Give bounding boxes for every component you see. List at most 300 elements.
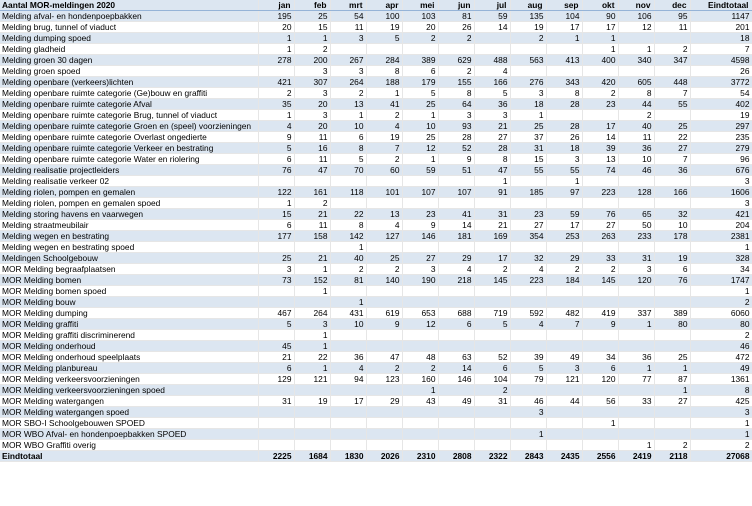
table-cell[interactable]: 47 (474, 165, 510, 176)
table-cell[interactable]: 4 (474, 66, 510, 77)
table-cell[interactable]: 488 (474, 55, 510, 66)
table-cell[interactable]: 31 (474, 396, 510, 407)
grand-total-cell[interactable]: 2435 (546, 451, 582, 462)
table-cell[interactable]: 419 (582, 308, 618, 319)
table-cell[interactable]: 3 (330, 33, 366, 44)
table-cell[interactable]: 2 (258, 88, 294, 99)
table-cell[interactable]: 23 (582, 99, 618, 110)
table-cell[interactable] (294, 176, 330, 187)
table-cell[interactable]: 11 (294, 220, 330, 231)
table-cell[interactable]: 264 (330, 77, 366, 88)
table-cell[interactable] (330, 286, 366, 297)
table-cell[interactable] (258, 440, 294, 451)
table-cell[interactable] (510, 176, 546, 187)
table-cell[interactable] (330, 407, 366, 418)
table-cell[interactable] (546, 297, 582, 308)
table-cell[interactable]: 93 (438, 121, 474, 132)
table-cell[interactable]: 2 (294, 198, 330, 209)
row-total-cell[interactable]: 2 (690, 297, 752, 308)
row-label[interactable]: Melding wegen en bestrating (0, 231, 258, 242)
table-cell[interactable] (546, 341, 582, 352)
table-cell[interactable]: 1 (330, 242, 366, 253)
table-cell[interactable] (654, 198, 690, 209)
table-cell[interactable]: 29 (438, 253, 474, 264)
table-cell[interactable]: 90 (582, 11, 618, 22)
table-cell[interactable]: 2 (438, 33, 474, 44)
grand-total-cell[interactable]: 2118 (654, 451, 690, 462)
table-cell[interactable] (366, 341, 402, 352)
table-cell[interactable]: 166 (474, 77, 510, 88)
row-total-cell[interactable]: 26 (690, 66, 752, 77)
table-cell[interactable]: 70 (330, 165, 366, 176)
table-cell[interactable]: 184 (546, 275, 582, 286)
table-cell[interactable]: 3 (510, 88, 546, 99)
table-cell[interactable] (582, 440, 618, 451)
table-cell[interactable] (402, 407, 438, 418)
table-cell[interactable]: 19 (294, 396, 330, 407)
table-cell[interactable] (654, 110, 690, 121)
row-total-cell[interactable]: 1361 (690, 374, 752, 385)
table-cell[interactable]: 104 (474, 374, 510, 385)
table-cell[interactable] (510, 297, 546, 308)
table-cell[interactable]: 56 (582, 396, 618, 407)
table-cell[interactable]: 1 (294, 286, 330, 297)
table-cell[interactable]: 1 (402, 110, 438, 121)
table-cell[interactable]: 46 (510, 396, 546, 407)
table-cell[interactable]: 25 (402, 132, 438, 143)
table-cell[interactable] (582, 242, 618, 253)
table-cell[interactable]: 25 (654, 352, 690, 363)
table-cell[interactable] (438, 407, 474, 418)
row-total-cell[interactable]: 80 (690, 319, 752, 330)
table-cell[interactable] (294, 297, 330, 308)
table-cell[interactable] (438, 286, 474, 297)
column-header-total[interactable]: Eindtotaal (690, 0, 752, 11)
table-cell[interactable] (546, 66, 582, 77)
table-cell[interactable]: 2 (510, 33, 546, 44)
table-cell[interactable]: 3 (294, 319, 330, 330)
table-cell[interactable]: 81 (438, 11, 474, 22)
table-cell[interactable]: 1 (618, 440, 654, 451)
row-total-cell[interactable]: 3 (690, 176, 752, 187)
table-cell[interactable]: 9 (402, 220, 438, 231)
row-total-cell[interactable]: 3 (690, 407, 752, 418)
table-cell[interactable]: 8 (474, 154, 510, 165)
table-cell[interactable] (366, 242, 402, 253)
table-cell[interactable]: 41 (438, 209, 474, 220)
table-cell[interactable]: 5 (366, 33, 402, 44)
table-cell[interactable]: 13 (582, 154, 618, 165)
table-cell[interactable]: 1 (258, 33, 294, 44)
table-cell[interactable]: 20 (402, 22, 438, 33)
table-cell[interactable]: 46 (618, 165, 654, 176)
table-cell[interactable]: 10 (330, 319, 366, 330)
column-header-month[interactable]: jul (474, 0, 510, 11)
row-label[interactable]: Melding dumping spoed (0, 33, 258, 44)
table-cell[interactable]: 688 (438, 308, 474, 319)
table-cell[interactable] (258, 176, 294, 187)
table-cell[interactable]: 7 (546, 319, 582, 330)
table-cell[interactable] (582, 297, 618, 308)
table-cell[interactable] (402, 440, 438, 451)
table-cell[interactable]: 27 (582, 220, 618, 231)
table-cell[interactable]: 15 (510, 154, 546, 165)
column-header-month[interactable]: feb (294, 0, 330, 11)
table-cell[interactable]: 33 (582, 253, 618, 264)
row-label[interactable]: Melding openbare ruimte categorie (Ge)bouw en graffiti (0, 88, 258, 99)
row-total-cell[interactable]: 8 (690, 385, 752, 396)
table-cell[interactable]: 25 (294, 11, 330, 22)
table-cell[interactable] (618, 418, 654, 429)
table-cell[interactable]: 31 (618, 253, 654, 264)
table-cell[interactable]: 1 (546, 176, 582, 187)
table-cell[interactable]: 65 (618, 209, 654, 220)
row-label[interactable]: Melding openbare ruimte categorie Water en riolering (0, 154, 258, 165)
table-cell[interactable]: 482 (546, 308, 582, 319)
table-cell[interactable]: 36 (618, 352, 654, 363)
table-cell[interactable]: 1 (546, 33, 582, 44)
table-cell[interactable]: 3 (474, 110, 510, 121)
table-cell[interactable]: 1 (294, 341, 330, 352)
table-cell[interactable]: 9 (366, 319, 402, 330)
table-cell[interactable]: 120 (618, 275, 654, 286)
table-cell[interactable] (582, 341, 618, 352)
table-cell[interactable]: 6 (402, 66, 438, 77)
table-cell[interactable]: 4 (258, 121, 294, 132)
table-cell[interactable] (582, 176, 618, 187)
table-cell[interactable]: 6 (474, 363, 510, 374)
table-cell[interactable]: 14 (438, 363, 474, 374)
table-cell[interactable]: 135 (510, 11, 546, 22)
table-cell[interactable] (654, 33, 690, 44)
table-cell[interactable]: 27 (654, 143, 690, 154)
table-cell[interactable]: 17 (582, 22, 618, 33)
table-cell[interactable]: 13 (366, 209, 402, 220)
table-cell[interactable]: 77 (618, 374, 654, 385)
row-total-cell[interactable]: 49 (690, 363, 752, 374)
row-total-cell[interactable]: 1147 (690, 11, 752, 22)
table-cell[interactable] (546, 110, 582, 121)
table-cell[interactable]: 9 (438, 154, 474, 165)
table-cell[interactable]: 1 (474, 176, 510, 187)
table-cell[interactable] (366, 418, 402, 429)
row-label[interactable]: MOR Melding begraafplaatsen (0, 264, 258, 275)
table-cell[interactable] (618, 33, 654, 44)
table-cell[interactable]: 55 (654, 99, 690, 110)
table-cell[interactable]: 49 (546, 352, 582, 363)
table-cell[interactable] (438, 418, 474, 429)
table-cell[interactable]: 25 (258, 253, 294, 264)
table-cell[interactable]: 10 (618, 154, 654, 165)
table-cell[interactable]: 1 (582, 418, 618, 429)
table-cell[interactable]: 6 (258, 220, 294, 231)
table-cell[interactable] (258, 429, 294, 440)
table-cell[interactable]: 719 (474, 308, 510, 319)
table-cell[interactable] (474, 198, 510, 209)
table-cell[interactable]: 178 (654, 231, 690, 242)
row-label[interactable]: Melding openbare ruimte categorie Groen en (speel) voorzieningen (0, 121, 258, 132)
grand-total-cell[interactable]: 2225 (258, 451, 294, 462)
row-label[interactable]: Melding storing havens en vaarwegen (0, 209, 258, 220)
table-cell[interactable]: 3 (546, 363, 582, 374)
table-cell[interactable]: 7 (366, 143, 402, 154)
table-cell[interactable]: 17 (582, 121, 618, 132)
table-cell[interactable]: 2 (330, 264, 366, 275)
table-cell[interactable]: 3 (294, 66, 330, 77)
table-cell[interactable] (582, 66, 618, 77)
row-total-cell[interactable]: 1 (690, 418, 752, 429)
table-cell[interactable]: 28 (438, 132, 474, 143)
table-cell[interactable] (618, 385, 654, 396)
table-cell[interactable]: 63 (438, 352, 474, 363)
table-cell[interactable]: 12 (402, 319, 438, 330)
table-cell[interactable]: 22 (654, 132, 690, 143)
table-cell[interactable]: 39 (582, 143, 618, 154)
table-cell[interactable] (654, 330, 690, 341)
row-label[interactable]: Melding realisatie projectleiders (0, 165, 258, 176)
table-cell[interactable]: 5 (510, 363, 546, 374)
table-cell[interactable] (366, 297, 402, 308)
table-cell[interactable] (258, 385, 294, 396)
table-cell[interactable]: 76 (582, 209, 618, 220)
table-cell[interactable]: 26 (438, 22, 474, 33)
table-cell[interactable] (510, 330, 546, 341)
table-cell[interactable]: 2 (402, 363, 438, 374)
table-cell[interactable] (294, 418, 330, 429)
table-cell[interactable]: 6 (438, 319, 474, 330)
table-cell[interactable]: 413 (546, 55, 582, 66)
table-cell[interactable]: 31 (474, 209, 510, 220)
table-cell[interactable] (654, 286, 690, 297)
table-cell[interactable] (366, 407, 402, 418)
table-cell[interactable]: 190 (402, 275, 438, 286)
grand-total-cell[interactable]: 2310 (402, 451, 438, 462)
table-cell[interactable]: 87 (654, 374, 690, 385)
table-cell[interactable]: 3 (438, 110, 474, 121)
table-cell[interactable]: 107 (402, 187, 438, 198)
table-cell[interactable]: 267 (330, 55, 366, 66)
table-cell[interactable]: 37 (510, 132, 546, 143)
table-cell[interactable]: 2 (654, 44, 690, 55)
row-label[interactable]: Melding riolen, pompen en gemalen spoed (0, 198, 258, 209)
row-total-cell[interactable]: 235 (690, 132, 752, 143)
row-total-cell[interactable]: 421 (690, 209, 752, 220)
table-cell[interactable]: 121 (294, 374, 330, 385)
row-total-cell[interactable]: 18 (690, 33, 752, 44)
table-cell[interactable]: 27 (402, 253, 438, 264)
table-cell[interactable]: 253 (546, 231, 582, 242)
table-cell[interactable]: 3 (402, 264, 438, 275)
row-total-cell[interactable]: 3 (690, 198, 752, 209)
table-cell[interactable]: 118 (330, 187, 366, 198)
column-header-month[interactable]: jan (258, 0, 294, 11)
row-total-cell[interactable]: 4598 (690, 55, 752, 66)
table-cell[interactable]: 181 (438, 231, 474, 242)
table-cell[interactable]: 2 (366, 264, 402, 275)
table-cell[interactable] (510, 418, 546, 429)
table-cell[interactable]: 1 (294, 264, 330, 275)
table-cell[interactable] (438, 440, 474, 451)
table-cell[interactable] (330, 330, 366, 341)
table-cell[interactable]: 179 (402, 77, 438, 88)
table-cell[interactable]: 31 (258, 396, 294, 407)
table-cell[interactable] (474, 286, 510, 297)
row-total-cell[interactable]: 46 (690, 341, 752, 352)
table-cell[interactable] (474, 440, 510, 451)
table-cell[interactable]: 653 (402, 308, 438, 319)
table-cell[interactable]: 100 (366, 11, 402, 22)
row-label[interactable]: Melding realisatie verkeer 02 (0, 176, 258, 187)
row-label[interactable]: MOR Melding graffiti (0, 319, 258, 330)
table-cell[interactable]: 25 (654, 121, 690, 132)
table-cell[interactable]: 23 (402, 209, 438, 220)
table-cell[interactable]: 2 (366, 154, 402, 165)
table-cell[interactable]: 17 (546, 22, 582, 33)
row-label[interactable]: Melding groen spoed (0, 66, 258, 77)
table-cell[interactable]: 142 (330, 231, 366, 242)
column-header-month[interactable]: aug (510, 0, 546, 11)
grand-total-cell[interactable]: 1830 (330, 451, 366, 462)
row-label[interactable]: MOR Melding verkeersvoorzieningen spoed (0, 385, 258, 396)
table-cell[interactable]: 3 (330, 66, 366, 77)
table-cell[interactable] (510, 242, 546, 253)
table-cell[interactable]: 18 (546, 143, 582, 154)
table-cell[interactable]: 76 (654, 275, 690, 286)
table-cell[interactable]: 25 (402, 99, 438, 110)
table-cell[interactable]: 36 (618, 143, 654, 154)
table-cell[interactable]: 10 (402, 121, 438, 132)
table-cell[interactable]: 200 (294, 55, 330, 66)
table-cell[interactable]: 2 (366, 363, 402, 374)
table-cell[interactable]: 158 (294, 231, 330, 242)
column-header-month[interactable]: nov (618, 0, 654, 11)
table-cell[interactable]: 3 (294, 88, 330, 99)
row-label[interactable]: Melding openbare ruimte categorie Overlast ongedierte (0, 132, 258, 143)
grand-total-cell[interactable]: 2026 (366, 451, 402, 462)
table-cell[interactable]: 48 (402, 352, 438, 363)
table-cell[interactable] (618, 198, 654, 209)
table-cell[interactable] (438, 44, 474, 55)
table-cell[interactable]: 4 (366, 220, 402, 231)
table-cell[interactable]: 8 (438, 88, 474, 99)
table-cell[interactable]: 80 (654, 319, 690, 330)
table-cell[interactable]: 2 (402, 33, 438, 44)
table-cell[interactable] (618, 286, 654, 297)
table-cell[interactable]: 629 (438, 55, 474, 66)
table-cell[interactable] (330, 418, 366, 429)
table-cell[interactable]: 195 (258, 11, 294, 22)
row-total-cell[interactable]: 7 (690, 44, 752, 55)
table-cell[interactable]: 55 (546, 165, 582, 176)
table-cell[interactable]: 307 (294, 77, 330, 88)
table-cell[interactable]: 2 (582, 264, 618, 275)
table-cell[interactable] (474, 297, 510, 308)
table-cell[interactable]: 448 (654, 77, 690, 88)
table-cell[interactable] (510, 385, 546, 396)
row-label[interactable]: MOR WBO Graffiti overig (0, 440, 258, 451)
table-cell[interactable]: 19 (366, 132, 402, 143)
table-cell[interactable] (546, 286, 582, 297)
table-cell[interactable]: 8 (618, 88, 654, 99)
table-cell[interactable]: 17 (546, 220, 582, 231)
table-cell[interactable]: 8 (546, 88, 582, 99)
row-label[interactable]: MOR Melding onderhoud speelplaats (0, 352, 258, 363)
table-cell[interactable]: 1 (294, 33, 330, 44)
table-cell[interactable]: 8 (330, 220, 366, 231)
table-cell[interactable]: 40 (330, 253, 366, 264)
table-cell[interactable] (330, 440, 366, 451)
table-cell[interactable] (618, 176, 654, 187)
table-cell[interactable]: 28 (546, 121, 582, 132)
table-cell[interactable]: 36 (474, 99, 510, 110)
table-cell[interactable]: 129 (258, 374, 294, 385)
table-cell[interactable]: 21 (294, 253, 330, 264)
table-cell[interactable]: 25 (366, 253, 402, 264)
row-total-cell[interactable]: 204 (690, 220, 752, 231)
table-cell[interactable] (258, 242, 294, 253)
column-header-month[interactable]: jun (438, 0, 474, 11)
table-cell[interactable] (546, 418, 582, 429)
table-cell[interactable]: 1 (582, 33, 618, 44)
table-cell[interactable]: 50 (618, 220, 654, 231)
table-cell[interactable] (582, 198, 618, 209)
table-cell[interactable] (294, 440, 330, 451)
table-cell[interactable] (546, 407, 582, 418)
table-cell[interactable]: 264 (294, 308, 330, 319)
table-cell[interactable] (258, 286, 294, 297)
table-cell[interactable] (582, 385, 618, 396)
table-cell[interactable] (366, 385, 402, 396)
table-cell[interactable] (582, 330, 618, 341)
row-total-cell[interactable]: 279 (690, 143, 752, 154)
table-cell[interactable]: 27 (654, 396, 690, 407)
table-cell[interactable]: 400 (582, 55, 618, 66)
table-cell[interactable]: 128 (618, 187, 654, 198)
table-cell[interactable]: 94 (330, 374, 366, 385)
table-cell[interactable]: 1 (330, 110, 366, 121)
table-cell[interactable] (510, 66, 546, 77)
table-cell[interactable] (438, 176, 474, 187)
table-cell[interactable]: 1 (618, 44, 654, 55)
table-cell[interactable]: 2 (474, 264, 510, 275)
table-cell[interactable] (474, 418, 510, 429)
table-cell[interactable]: 2 (438, 66, 474, 77)
table-cell[interactable]: 3 (618, 264, 654, 275)
table-cell[interactable] (294, 429, 330, 440)
table-cell[interactable] (474, 407, 510, 418)
table-cell[interactable]: 122 (258, 187, 294, 198)
table-cell[interactable] (402, 418, 438, 429)
table-cell[interactable]: 146 (438, 374, 474, 385)
table-cell[interactable] (546, 330, 582, 341)
table-cell[interactable]: 467 (258, 308, 294, 319)
row-total-cell[interactable]: 328 (690, 253, 752, 264)
table-cell[interactable]: 19 (510, 22, 546, 33)
table-cell[interactable]: 161 (294, 187, 330, 198)
table-cell[interactable]: 2 (294, 44, 330, 55)
table-cell[interactable]: 7 (654, 88, 690, 99)
table-cell[interactable]: 22 (330, 209, 366, 220)
table-cell[interactable]: 29 (366, 396, 402, 407)
table-cell[interactable]: 337 (618, 308, 654, 319)
row-label[interactable]: MOR Melding bouw (0, 297, 258, 308)
table-cell[interactable]: 263 (582, 231, 618, 242)
row-label[interactable]: Meldingen Schoolgebouw (0, 253, 258, 264)
table-cell[interactable] (438, 429, 474, 440)
table-cell[interactable]: 146 (402, 231, 438, 242)
table-cell[interactable] (402, 429, 438, 440)
row-label[interactable]: Melding riolen, pompen en gemalen (0, 187, 258, 198)
